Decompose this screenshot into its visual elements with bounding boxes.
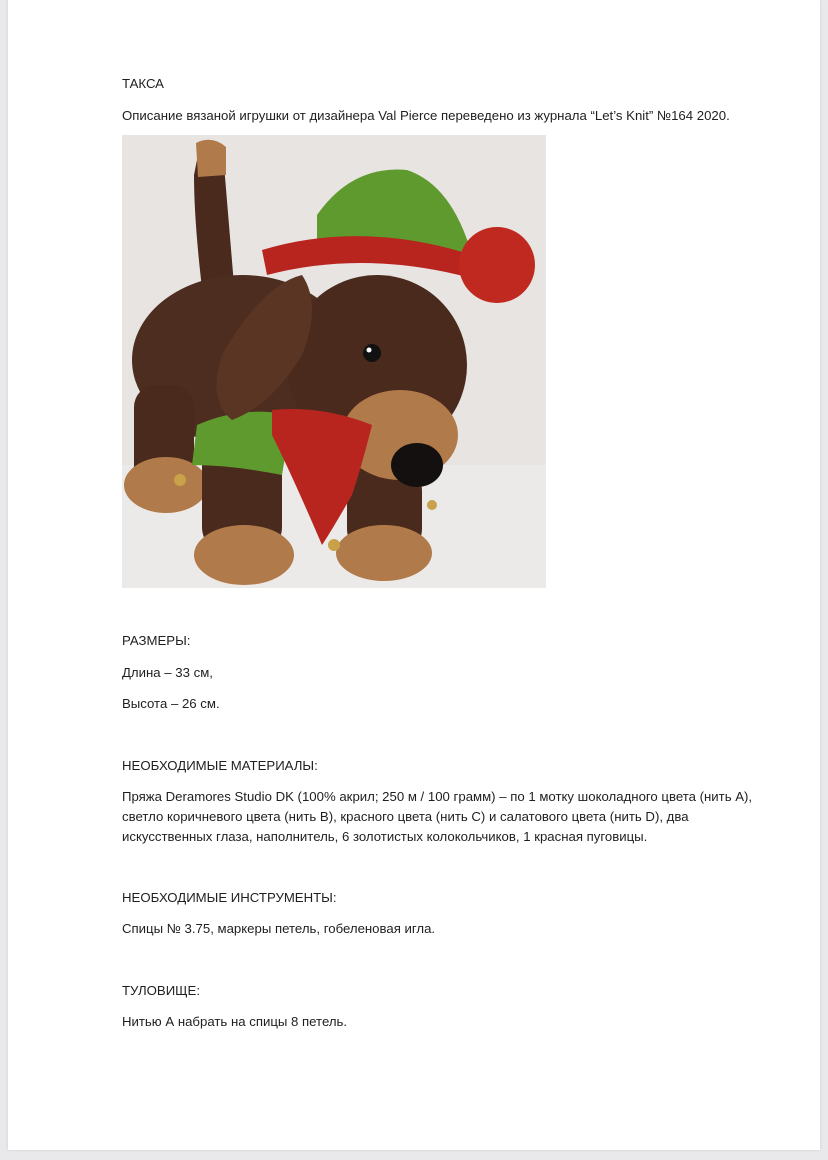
size-length: Длина – 33 см, [122,665,213,680]
materials-text: Пряжа Deramores Studio DK (100% акрил; 250 м / 100 грамм) – по 1 мотку шоколадного цвета (нить A), светло коричневого цвета (нить B), красного цвета (нить C) и салатового цвета (нить D), два искусственных глаза, наполнитель, 6 золотистых колокольчиков, 1 красная пуговицы. [122,789,753,844]
dachshund-photo [122,135,546,588]
tools-heading: НЕОБХОДИМЫЕ ИНСТРУМЕНТЫ: [122,890,337,905]
size-height: Высота – 26 см. [122,696,220,711]
materials-heading: НЕОБХОДИМЫЕ МАТЕРИАЛЫ: [122,758,318,773]
body-text: Нитью А набрать на спицы 8 петель. [122,1014,348,1029]
body-heading: ТУЛОВИЩЕ: [122,983,201,998]
sizes-heading: РАЗМЕРЫ: [122,633,191,648]
document-title: ТАКСА [122,76,164,91]
intro-text: Описание вязаной игрушки от дизайнера Val Pierce переведено из журнала “Let’s Knit” №164 2020. [122,108,730,123]
tools-text: Спицы № 3.75, маркеры петель, гобеленовая игла. [122,921,436,936]
document-page [8,0,820,1150]
